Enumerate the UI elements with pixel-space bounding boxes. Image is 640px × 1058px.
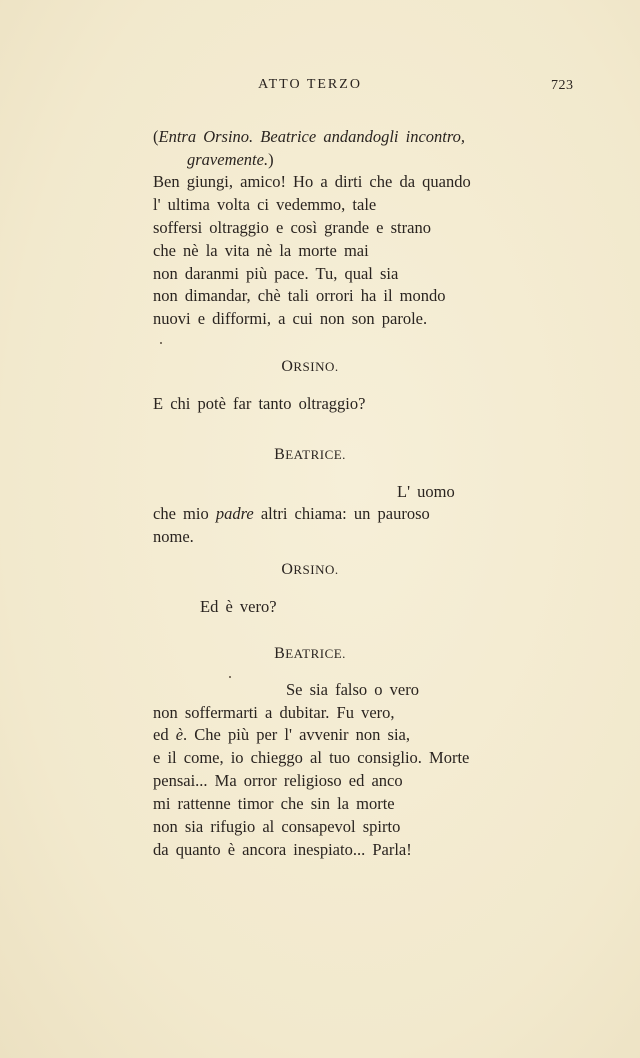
speaker-initial: B — [274, 446, 286, 463]
speaker-beatrice — [0, 645, 620, 663]
verse-line: non daranmi più pace. Tu, qual sia — [153, 264, 399, 283]
verse-line: non sia rifugio al consapevol spirto — [153, 817, 401, 836]
verse-text: ed — [153, 725, 176, 744]
verse-line — [153, 725, 410, 745]
speaker-rest: EATRICE. — [285, 646, 346, 661]
ink-speck — [160, 342, 162, 344]
verse-line: soffersi oltraggio e così grande e strano — [153, 218, 431, 237]
verse-line: L' uomo — [397, 482, 455, 501]
ink-speck — [229, 676, 231, 678]
verse-italic: padre — [215, 504, 254, 523]
stage-direction-close-paren: ) — [268, 150, 274, 169]
speaker-initial: B — [274, 645, 286, 662]
verse-line: non soffermarti a dubitar. Fu vero, — [153, 703, 395, 722]
speaker-rest: EATRICE. — [285, 447, 346, 462]
verse-line: mi rattenne timor che sin la morte — [153, 794, 395, 813]
verse-line: Se sia falso o vero — [286, 680, 419, 699]
verse-italic: è — [175, 725, 184, 744]
speaker-orsino — [0, 561, 620, 579]
speaker-rest: RSINO. — [293, 359, 339, 374]
speaker-rest: RSINO. — [293, 562, 339, 577]
verse-line: l' ultima volta ci vedemmo, tale — [153, 195, 377, 214]
stage-direction-text-2: gravemente. — [187, 150, 269, 169]
stage-direction-line-2 — [187, 150, 274, 170]
verse-line: nuovi e difformi, a cui non son parole. — [153, 309, 428, 328]
verse-line: da quanto è ancora inespiato... Parla! — [153, 840, 412, 859]
verse-line: Ben giungi, amico! Ho a dirti che da quando — [153, 172, 471, 191]
verse-text: . Che più per l' avvenir non sia, — [183, 725, 410, 744]
speaker-initial: O — [281, 561, 294, 578]
running-title: ATTO TERZO — [258, 77, 362, 92]
speaker-beatrice — [0, 446, 620, 464]
verse-line: e il come, io chieggo al tuo consiglio. Morte — [153, 748, 470, 767]
verse-line: non dimandar, chè tali orrori ha il mondo — [153, 286, 446, 305]
verse-text: che mio — [153, 504, 216, 523]
verse-line: pensai... Ma orror religioso ed anco — [153, 771, 403, 790]
verse-line: Ed è vero? — [200, 597, 277, 616]
page-number: 723 — [551, 78, 574, 93]
speaker-initial: O — [281, 358, 294, 375]
stage-direction-line-1 — [153, 127, 465, 147]
stage-direction-text-1: Entra Orsino. Beatrice andandogli incontro, — [158, 127, 466, 146]
verse-line: nome. — [153, 527, 194, 546]
verse-line — [153, 504, 430, 524]
stage-direction-open-paren: ( — [153, 127, 159, 146]
speaker-orsino — [0, 358, 620, 376]
verse-line: che nè la vita nè la morte mai — [153, 241, 369, 260]
verse-text: altri chiama: un pauroso — [253, 504, 430, 523]
verse-line: E chi potè far tanto oltraggio? — [153, 394, 366, 413]
